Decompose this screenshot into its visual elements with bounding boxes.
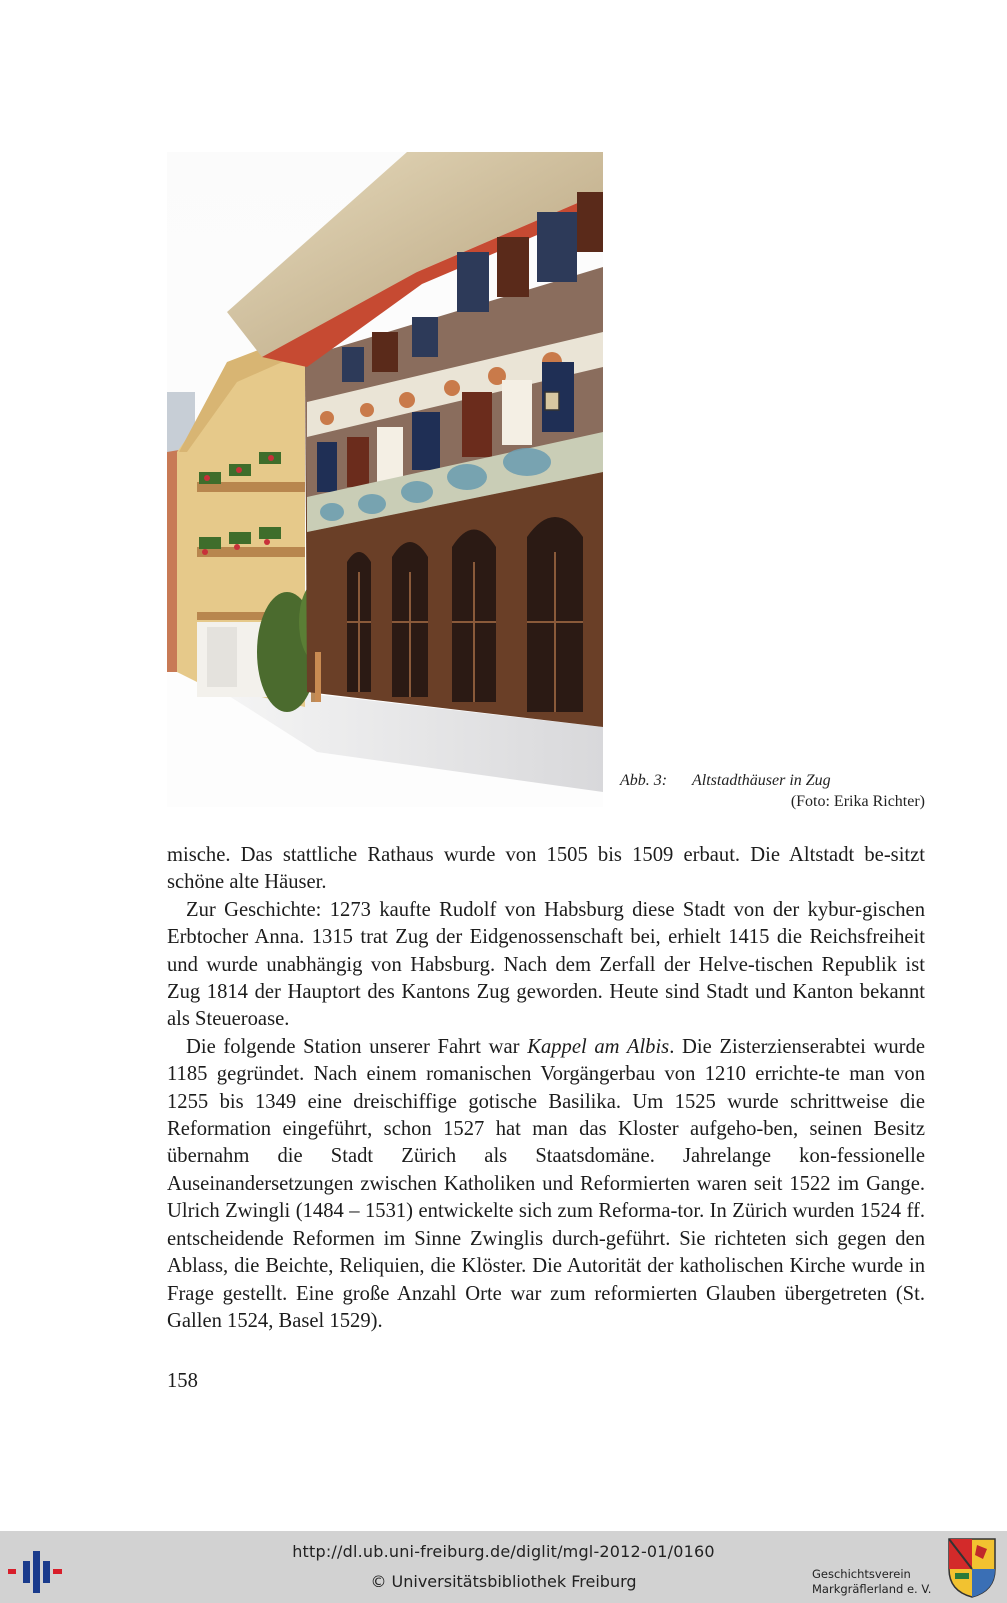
caption-title-line: [620, 770, 925, 791]
society-line-2: Markgräflerland e. V.: [812, 1582, 932, 1596]
markgraeflerland-crest-icon: [947, 1537, 997, 1599]
paragraph-3: [167, 1034, 925, 1335]
source-url-link[interactable]: http://dl.ub.uni-freiburg.de/diglit/mgl-2012-01/0160: [292, 1542, 715, 1561]
place-name-kappel: Kappel am Albis: [527, 1035, 670, 1058]
figure-caption: [620, 770, 925, 812]
body-text: [167, 842, 925, 1335]
page-number: 158: [167, 1370, 198, 1392]
photo-altstadthaeuser-zug: [167, 152, 603, 807]
paragraph-2: Zur Geschichte: 1273 kaufte Rudolf von Habsburg diese Stadt von der kybur-gischen Erbtocher Anna. 1315 trat Zug der Eidgenossenschaft bei, erhielt 1415 die Reichsfreiheit und wurde unabhängig von Habsburg. Nach dem Zerfall der Helve-tischen Republik ist Zug 1814 der Hauptort des Kantons Zug geworden. Heute sind Stadt und Kanton bekannt als Steueroase.: [167, 898, 925, 1031]
society-line-1: Geschichtsverein: [812, 1567, 911, 1581]
copyright-text: © Universitätsbibliothek Freiburg: [370, 1572, 637, 1591]
photo-illustration: [167, 152, 603, 807]
society-name: [812, 1567, 931, 1597]
caption-label: Abb. 3:: [620, 772, 668, 789]
caption-credit: (Foto: Erika Richter): [790, 793, 925, 810]
footer-bar: [0, 1531, 1007, 1603]
paragraph-3-rest: . Die Zisterzienserabtei wurde 1185 gegründet. Nach einem romanischen Vorgängerbau von 1210 errichte-te man von 1255 bis 1349 eine dreischiffige gotische Basilika. Um 1525 wurde schrittweise die Reformation eingeführt, schon 1527 hat man das Kloster aufgeho-ben, seinen Besitz übernahm die Stadt Zürich als Staatsdomäne. Jahrelange kon-fessionelle Auseinandersetzungen zwischen Katholiken und Reformierten waren seit 1522 im Gange. Ulrich Zwingli (1484 – 1531) entwickelte sich zum Reforma-tor. In Zürich wurden 1524 ff. entscheidende Reformen im Sinne Zwinglis durch-geführt. Sie richteten sich gegen den Ablass, die Beichte, Reliquien, die Klöster. Die Autorität der katholischen Kirche wurde in Frage gestellt. Eine große Anzahl Orte war zum reformierten Glauben übergetreten (St. Gallen 1524, Basel 1529).: [167, 1035, 925, 1332]
paragraph-1: mische. Das stattliche Rathaus wurde von 1505 bis 1509 erbaut. Die Altstadt be-sitzt schöne alte Häuser.: [167, 844, 925, 894]
paragraph-3-start: Die folgende Station unserer Fahrt war: [186, 1035, 528, 1058]
caption-title: Altstadthäuser in Zug: [692, 772, 831, 789]
